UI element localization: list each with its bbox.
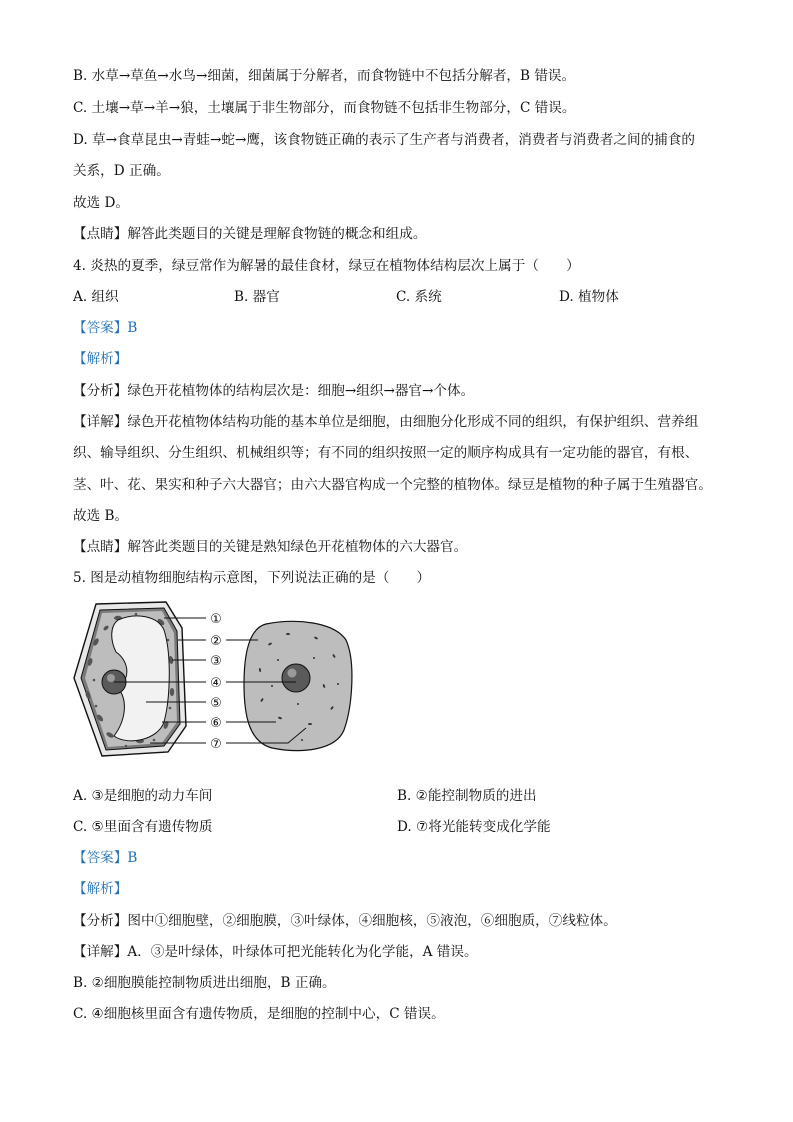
text-line: D. 草→食草昆虫→青蛙→蛇→鹰，该食物链正确的表示了生产者与消费者，消费者与消费者之间的捕食的: [73, 132, 695, 148]
diagram-label-1: ①: [210, 612, 222, 627]
text-line: B. 水草→草鱼→水鸟→细菌，细菌属于分解者，而食物链中不包括分解者，B 错误。: [73, 68, 576, 84]
q4-body-line: 茎、叶、花、果实和种子六大器官；由六大器官构成一个完整的植物体。绿豆是植物的种子属于生殖器官。: [73, 477, 712, 493]
q4-body-line: 【点睛】解答此类题目的关键是熟知绿色开花植物体的六大器官。: [73, 539, 468, 555]
q5-analysis-label: 【解析】: [73, 881, 128, 897]
q5-body-line: 【分析】图中①细胞壁，②细胞膜，③叶绿体，④细胞核，⑤液泡，⑥细胞质，⑦线粒体。: [73, 913, 617, 929]
diagram-label-4: ④: [210, 676, 222, 691]
question-4-stem: 4. 炎热的夏季，绿豆常作为解暑的最佳食材，绿豆在植物体结构层次上属于（ ）: [73, 258, 580, 274]
diagram-label-5: ⑤: [210, 696, 222, 711]
q4-option-c: C. 系统: [396, 289, 442, 305]
text-line: 故选 D。: [73, 195, 130, 211]
diagram-label-3: ③: [210, 654, 222, 669]
q4-option-d: D. 植物体: [559, 289, 619, 305]
q5-body-line: C. ④细胞核里面含有遗传物质，是细胞的控制中心，C 错误。: [73, 1006, 445, 1022]
text-line: 关系，D 正确。: [73, 163, 170, 179]
q5-option-b: B. ②能控制物质的进出: [397, 788, 537, 804]
question-5-stem: 5. 图是动植物细胞结构示意图，下列说法正确的是（ ）: [73, 570, 431, 586]
animal-nucleus: [282, 664, 310, 692]
animal-nucleolus: [288, 669, 297, 678]
cell-structure-diagram: [66, 600, 366, 760]
diagram-label-7: ⑦: [210, 737, 222, 752]
tip-line: 【点睛】解答此类题目的关键是理解食物链的概念和组成。: [73, 226, 427, 242]
diagram-label-2: ②: [210, 634, 222, 649]
q5-body-line: B. ②细胞膜能控制物质进出细胞，B 正确。: [73, 975, 336, 991]
q5-option-d: D. ⑦将光能转变成化学能: [397, 819, 551, 835]
text-line: C. 土壤→草→羊→狼，土壤属于非生物部分，而食物链不包括非生物部分，C 错误。: [73, 100, 576, 116]
q5-option-c: C. ⑤里面含有遗传物质: [73, 819, 213, 835]
q5-option-a: A. ③是细胞的动力车间: [73, 788, 213, 804]
q4-analysis-label: 【解析】: [73, 351, 128, 367]
q4-answer: 【答案】B: [73, 320, 138, 336]
q4-body-line: 故选 B。: [73, 508, 129, 524]
q4-body-line: 织、输导组织、分生组织、机械组织等；有不同的组织按照一定的顺序构成具有一定功能的器官，有根、: [73, 445, 699, 461]
diagram-label-6: ⑥: [210, 716, 222, 731]
q5-answer: 【答案】B: [73, 850, 138, 866]
q4-body-line: 【分析】绿色开花植物体的结构层次是：细胞→组织→器官→个体。: [73, 383, 475, 399]
q4-option-b: B. 器官: [234, 289, 280, 305]
q4-option-a: A. 组织: [73, 289, 119, 305]
q5-body-line: 【详解】A．③是叶绿体，叶绿体可把光能转化为化学能，A 错误。: [73, 944, 478, 960]
plant-nucleolus: [107, 674, 115, 682]
q4-body-line: 【详解】绿色开花植物体结构功能的基本单位是细胞，由细胞分化形成不同的组织，有保护组织、营养组: [73, 414, 699, 430]
